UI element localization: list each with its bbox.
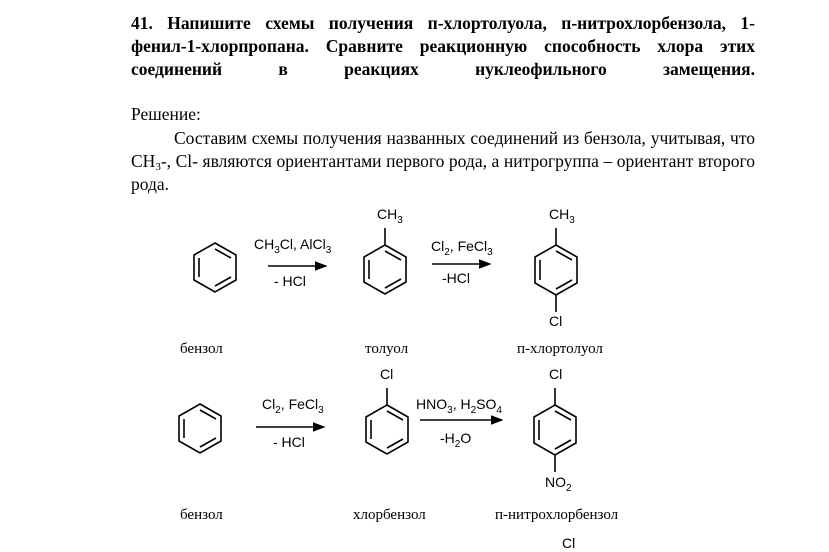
solution-heading: Решение:: [131, 104, 201, 124]
task-number: 41.: [131, 13, 153, 33]
toluene-ring: [364, 228, 406, 294]
p-chlorotoluene-ch3: $CH_3$: [549, 206, 575, 226]
reagent-1-top: $CH_3Cl$, AlCl$_3$: [254, 236, 332, 256]
toluene-ch3: $CH_3$: [377, 206, 403, 226]
label-chlorobenzene: хлорбензол: [353, 507, 426, 523]
p-nitrochlorobenzene-ring: [534, 388, 576, 472]
p-nitrochlorobenzene-cl: Cl: [549, 366, 563, 382]
reagent-4-top: $HNO_3$, $H_2SO_4$: [416, 396, 502, 416]
label-p-chlorotoluene: п-хлортолуол: [517, 341, 603, 357]
task-text: Напишите схемы получения п-хлортолуола, п-нитрохлорбензола, 1-фенил-1-хлорпропана. Сравните реакционную способность хлора этих соединений в реакциях нуклеофильного замещения.: [131, 13, 755, 79]
p-chlorotoluene-cl: Cl: [549, 313, 563, 329]
chlorobenzene-ring: [366, 388, 408, 454]
benzene-ring-1: [194, 243, 236, 292]
label-p-nitrochlorobenzene: п-нитрохлорбензол: [495, 507, 619, 523]
scheme3-cl: Cl: [562, 535, 576, 551]
benzene-ring-2: [179, 404, 221, 453]
reagent-4-bottom: $-H_2O$: [440, 430, 472, 450]
reagent-2-top: $Cl_2$, FeCl$_3$: [431, 238, 493, 258]
reagent-3-bottom: - HCl: [273, 434, 305, 450]
chlorobenzene-cl: Cl: [380, 366, 394, 382]
p-nitrochlorobenzene-no2: $NO_2$: [545, 474, 572, 494]
reagent-1-bottom: - HCl: [274, 273, 306, 289]
solution-intro: Составим схемы получения названных соединений из бензола, учитывая, что CH3-, Cl- являются ориентантами первого рода, а нитрогруппа – ориентант второго рода.: [131, 128, 755, 194]
p-chlorotoluene-ring: [535, 228, 577, 312]
reagent-2-bottom: -HCl: [442, 270, 470, 286]
label-benzene-2: бензол: [180, 507, 223, 523]
reagent-3-top: $Cl_2$, FeCl$_3$: [262, 396, 324, 416]
label-toluene: толуол: [365, 341, 409, 357]
label-benzene-1: бензол: [180, 341, 223, 357]
